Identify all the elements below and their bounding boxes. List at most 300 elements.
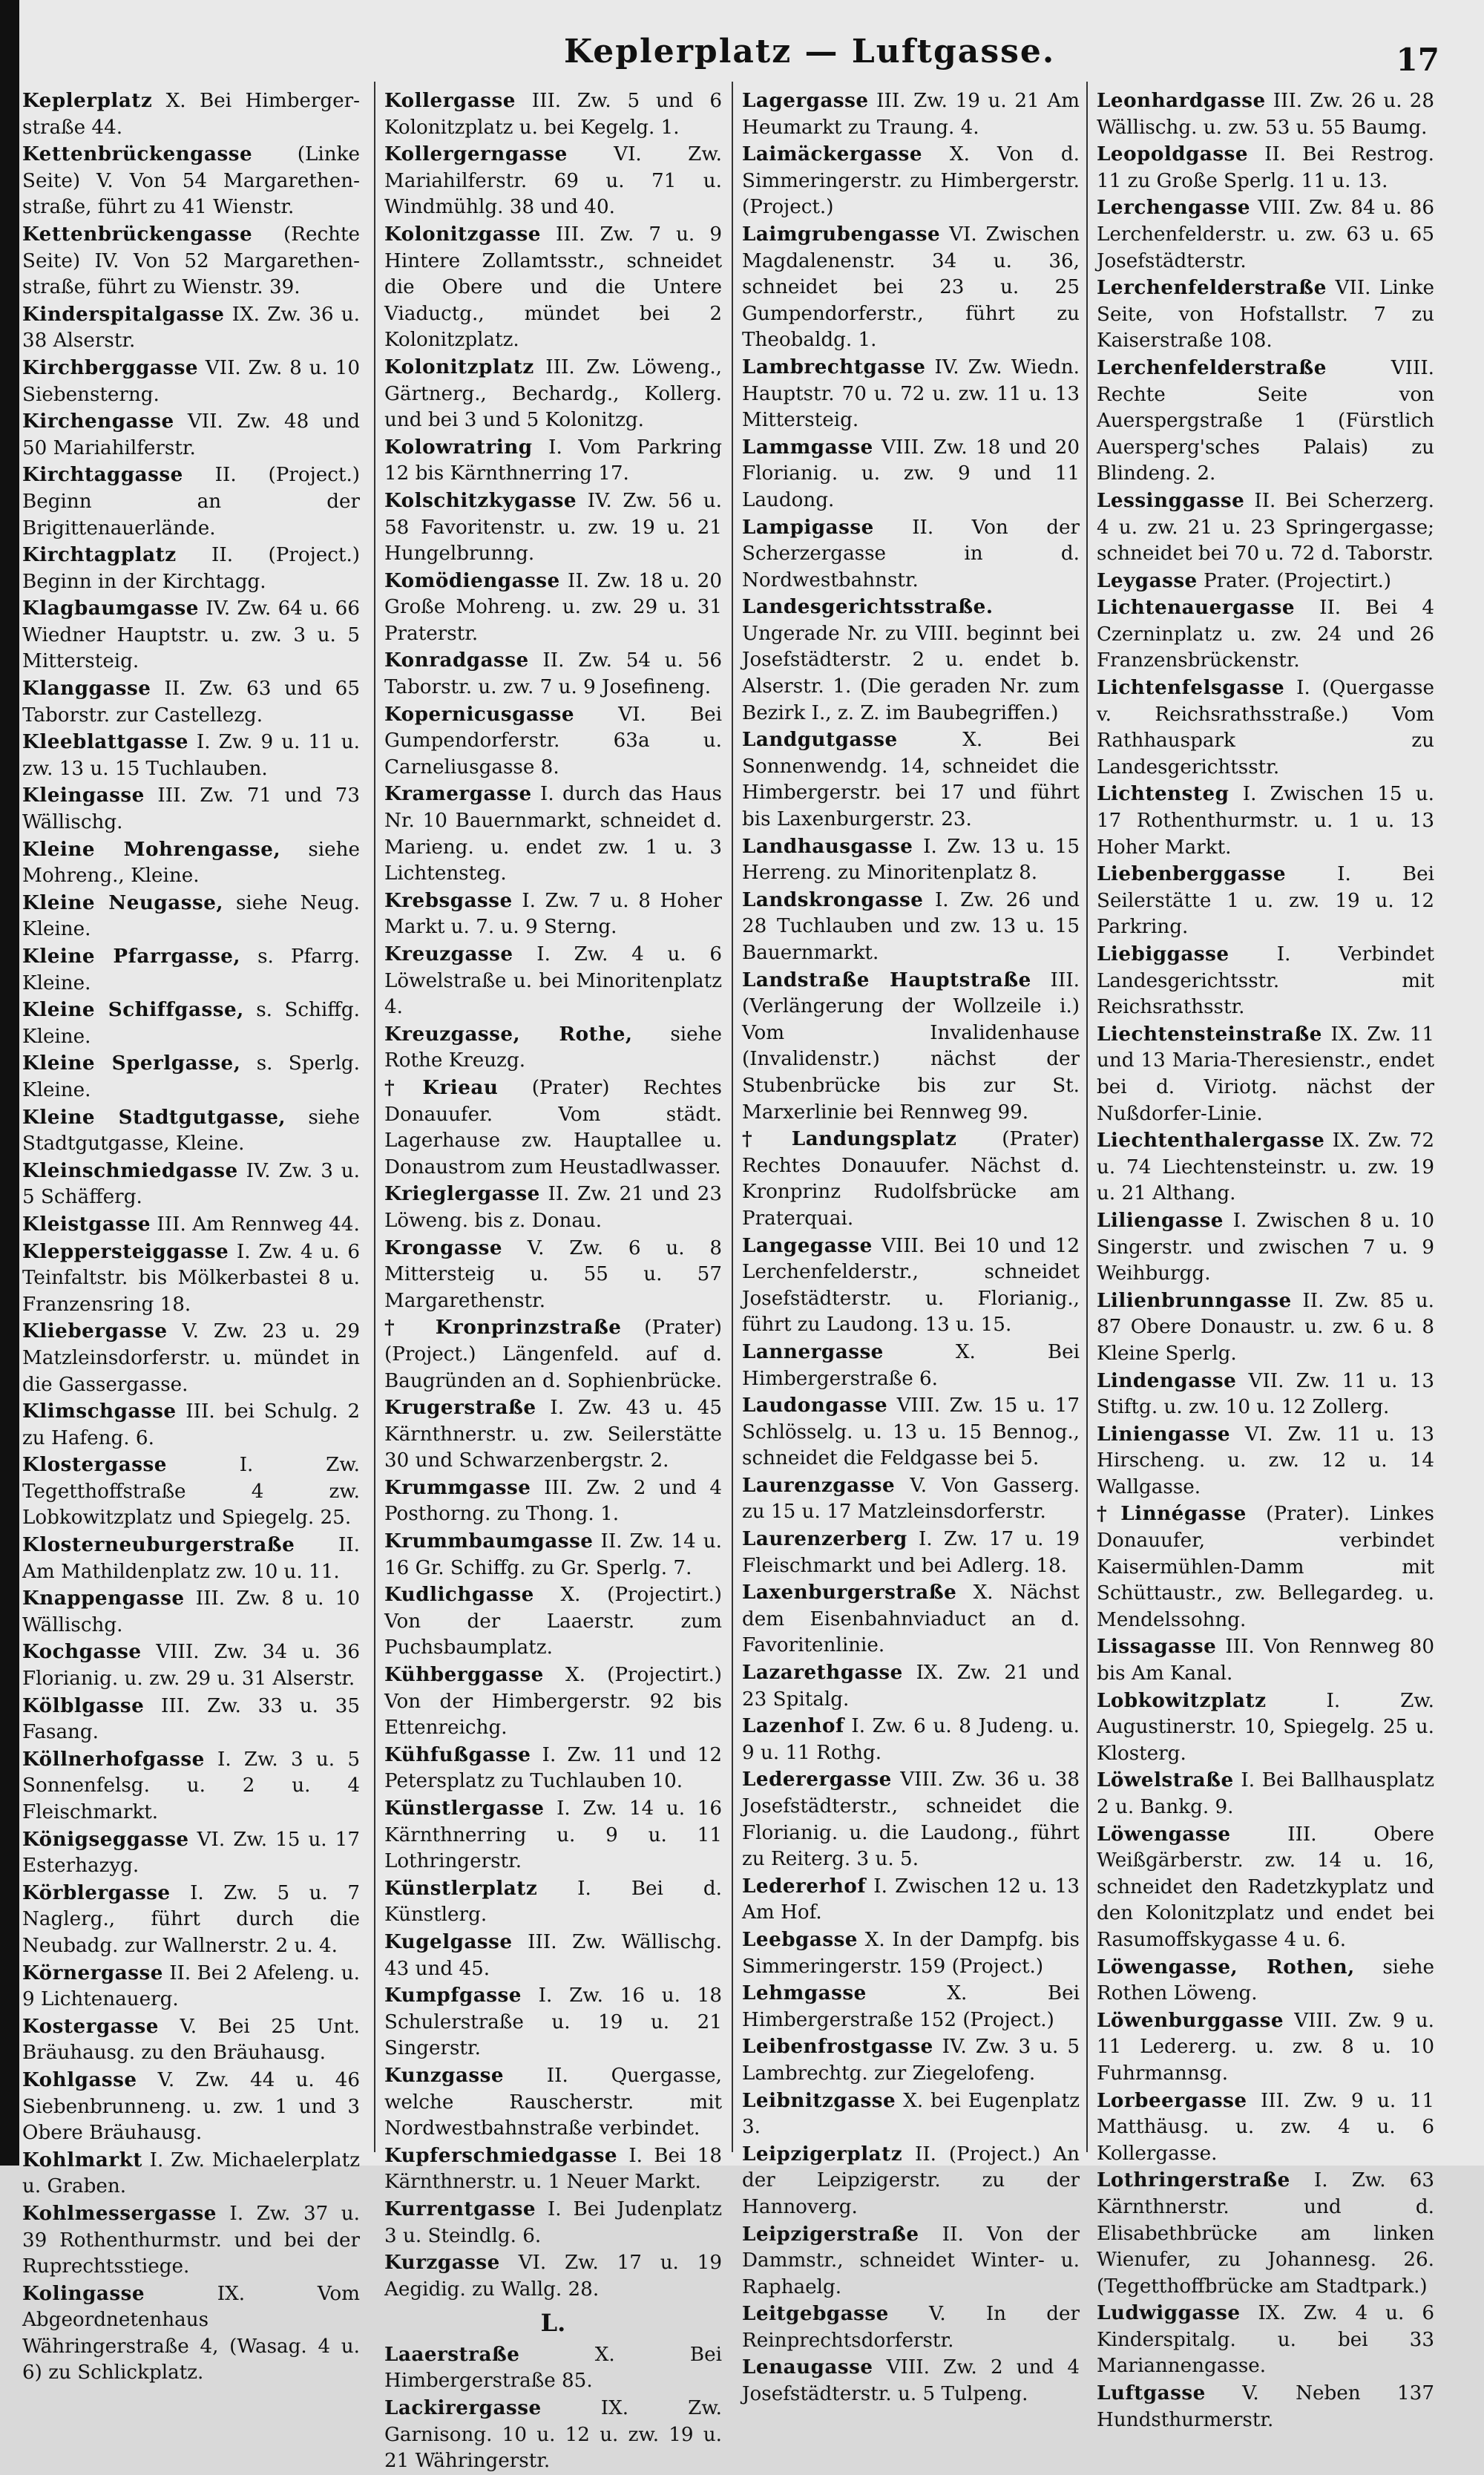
- street-entry: [742, 1713, 1080, 1766]
- street-entry: [22, 2067, 360, 2147]
- street-name: Landesgerichtsstraße.: [742, 595, 994, 619]
- street-name: Langegasse: [742, 1233, 873, 1257]
- street-entry: [22, 1239, 360, 1319]
- street-description: I. Zw. 7 u. 8 Hoher Markt u. 7. u. 9 Sterng.: [384, 889, 722, 939]
- street-description: III. bei Schulg. 2 zu Hafeng. 6.: [22, 1400, 360, 1449]
- street-name: Lazenhof: [742, 1714, 844, 1738]
- street-entry: [1097, 1207, 1434, 1288]
- street-name: Liebiggasse: [1097, 943, 1229, 966]
- street-description: VIII. Zw. 2 und 4 Josefstädterstr. u. 5 Tulpeng.: [742, 2356, 1080, 2406]
- street-name: † Kronprinzstraße: [384, 1316, 622, 1340]
- street-entry: [742, 1339, 1080, 1392]
- street-description: I. Zw. 4 u. 6 Teinfaltstr. bis Mölkerbastei 8 u. Franzensring 18.: [22, 1240, 360, 1316]
- street-entry: [384, 2395, 722, 2475]
- street-name: Kudlichgasse: [384, 1583, 534, 1607]
- street-entry: [384, 1528, 722, 1581]
- street-name: Kumpfgasse: [384, 1984, 522, 2007]
- street-entry: [22, 1880, 360, 1960]
- street-name: Lenaugasse: [742, 2356, 873, 2379]
- street-name: †Landungsplatz: [742, 1127, 957, 1151]
- street-description: V. Zw. 23 u. 29 Matzleinsdorferstr. u. mündet in die Gassergasse.: [22, 1320, 360, 1396]
- street-name: Lambrechtgasse: [742, 355, 926, 378]
- street-name: Kugelgasse: [384, 1930, 513, 1953]
- street-description: II. (Project.) Beginn in der Kirchtagg.: [22, 544, 360, 593]
- street-description: I. durch das Haus Nr. 10 Bauernmarkt, schneidet d. Marieng. u. endet zw. 1 u. 3 Lichtensteg.: [384, 783, 722, 885]
- street-description: II. (Project.) Beginn an der Brigittenauerlände.: [22, 464, 360, 540]
- street-name: Landgutgasse: [742, 728, 898, 752]
- street-name: Leopoldgasse: [1097, 142, 1249, 166]
- book-spine-edge: [0, 0, 19, 2166]
- street-entry: [22, 2281, 360, 2387]
- street-entry: [1097, 568, 1434, 595]
- street-name: Kolingasse: [22, 2281, 145, 2305]
- street-name: Kleine Pfarrgasse,: [22, 945, 240, 968]
- section-letter-heading: L.: [540, 2309, 566, 2338]
- street-name: Kleistgasse: [22, 1212, 151, 1236]
- street-entry: [22, 2013, 360, 2067]
- street-name: Kolowratring: [384, 435, 533, 459]
- street-description: X. Bei Himbergerstraße 85.: [384, 2343, 722, 2393]
- street-description: (Prater) Rechtes Donauufer. Vom städt. Lagerhause zw. Hauptallee u. Donaustrom zum Heustadlwasser.: [384, 1076, 722, 1179]
- street-entry: [742, 1980, 1080, 2033]
- street-entry: [1097, 1767, 1434, 1820]
- street-name: Lehmgasse: [742, 1981, 867, 2005]
- street-name: Laimgrubengasse: [742, 222, 941, 246]
- street-entry: [384, 434, 722, 488]
- street-description: V. In der Reinprechtsdorferstr.: [742, 2303, 1080, 2352]
- street-entry: [22, 729, 360, 782]
- street-entry: [22, 1050, 360, 1104]
- street-name: Kolonitzgasse: [384, 222, 541, 246]
- street-description: I. Vom Parkring 12 bis Kärnthnerring 17.: [384, 436, 722, 485]
- street-description: II. (Project.) An der Leipzigerstr. zu der Hannoverg.: [742, 2143, 1080, 2218]
- street-entry: [1097, 941, 1434, 1021]
- street-entry: [742, 594, 1080, 727]
- street-name: Lederergasse: [742, 1768, 892, 1791]
- street-entry: [1097, 2088, 1434, 2168]
- street-name: Laudongasse: [742, 1394, 888, 1417]
- street-name: Kurzgasse: [384, 2251, 500, 2275]
- street-description: III. Zw. 71 und 73 Wällischg.: [22, 784, 360, 834]
- street-name: Klagbaumgasse: [22, 597, 199, 620]
- street-description: (Rechte Seite) IV. Von 52 Margarethen-straße, führt zu Wienstr. 39.: [22, 223, 360, 299]
- street-entry: [22, 221, 360, 301]
- street-name: Kreuzgasse: [384, 943, 513, 966]
- street-description: IX. Zw. 72 u. 74 Liechtensteinstr. u. zw. 19 u. 21 Althang.: [1097, 1130, 1434, 1205]
- street-name: Landskrongasse: [742, 888, 924, 911]
- street-description: III. Zw. Löweng., Gärtnerg., Bechardg., Kollerg. und bei 3 und 5 Kolonitzg.: [384, 355, 722, 432]
- street-name: Lichtenauergasse: [1097, 596, 1296, 620]
- street-description: IV. Zw. 3 u. 5 Schäfferg.: [22, 1159, 360, 1209]
- street-description: II. Von der Scherzergasse in d. Nordwestbahnstr.: [742, 516, 1080, 591]
- street-entry: [22, 542, 360, 595]
- street-entry: [22, 1585, 360, 1639]
- street-entry: [22, 462, 360, 542]
- street-description: s. Pfarrg. Kleine.: [22, 945, 360, 994]
- street-description: IX. Zw. 4 u. 6 Kinderspitalg. u. bei 33 Mariannengasse.: [1097, 2302, 1434, 2378]
- street-description: IX. Zw. 36 u. 38 Alserstr.: [22, 303, 360, 353]
- street-description: VI. Zwischen Magdalenenstr. 34 u. 36, schneidet bei 23 u. 25 Gumpendorferstr., führt zu Theobaldg. 1.: [742, 223, 1080, 352]
- street-name: Leonhardgasse: [1097, 89, 1266, 112]
- street-entry: [22, 943, 360, 997]
- street-description: I. (Quergasse v. Reichsrathsstraße.) Vom Rathhauspark zu Landesgerichtsstr.: [1097, 677, 1434, 778]
- street-entry: [22, 1398, 360, 1452]
- street-entry: [22, 595, 360, 675]
- street-name: Körnergasse: [22, 1961, 163, 1984]
- street-description: (Prater) (Project.) Längenfeld. auf d. Baugründen an d. Sophienbrücke.: [384, 1317, 722, 1392]
- street-entry: [22, 1211, 360, 1239]
- street-description: III. Zw. 7 u. 9 Hintere Zollamtsstr., schneidet die Obere und die Untere Viaductg., mündet bei 2 Kolonitzplatz.: [384, 223, 722, 352]
- street-entry: [384, 141, 722, 221]
- street-entry: [742, 221, 1080, 354]
- street-description: V. Bei 25 Unt. Bräuhausg. zu den Bräuhausg.: [22, 2015, 360, 2065]
- street-entry: [1097, 861, 1434, 941]
- street-name: Leitgebgasse: [742, 2302, 889, 2326]
- street-name: Lagergasse: [742, 89, 869, 112]
- street-name: Krieglergasse: [384, 1182, 540, 1206]
- street-name: Lothringerstraße: [1097, 2169, 1290, 2192]
- street-description: I. Bei 18 Kärnthnerstr. u. 1 Neuer Markt.: [384, 2144, 722, 2194]
- street-description: I. Zwischen 12 u. 13 Am Hof.: [742, 1875, 1080, 1924]
- street-description: IX. Zw. 11 und 13 Maria-Theresienstr., endet bei d. Viriotg. nächst der Nußdorfer-Linie.: [1097, 1023, 1434, 1125]
- street-entry: [1097, 1821, 1434, 1954]
- street-entry: [384, 1742, 722, 1795]
- street-entry: [742, 2354, 1080, 2407]
- street-name: Klimschgasse: [22, 1400, 177, 1423]
- street-name: Lichtensteg: [1097, 782, 1229, 806]
- street-entry: [22, 2147, 360, 2200]
- street-description: III. Zw. 9 u. 11 Matthäusg. u. zw. 4 u. 6 Kollergasse.: [1097, 2089, 1434, 2165]
- street-entry: [384, 2062, 722, 2143]
- street-description: I. Zwischen 8 u. 10 Singerstr. und zwischen 7 u. 9 Weihburgg.: [1097, 1209, 1434, 1285]
- street-description: X. (Projectirt.) Von der Laaerstr. zum Puchsbaumplatz.: [384, 1584, 722, 1659]
- street-description: VI. Bei Gumpendorferstr. 63a u. Carneliusgasse 8.: [384, 703, 722, 778]
- street-name: Lannergasse: [742, 1340, 884, 1363]
- street-entry: [384, 1021, 722, 1075]
- street-description: VIII. Zw. 34 u. 36 Florianig. u. zw. 29 u. 31 Alserstr.: [22, 1641, 360, 1691]
- street-name: Kettenbrückengasse: [22, 142, 253, 166]
- street-name: Königseggasse: [22, 1827, 189, 1851]
- street-entry: [742, 514, 1080, 594]
- street-name: Lorbeergasse: [1097, 2088, 1247, 2112]
- street-entry: [22, 1452, 360, 1532]
- street-description: VI. Zw. 17 u. 19 Aegidig. zu Wallg. 28.: [384, 2252, 722, 2301]
- street-entry: [22, 1318, 360, 1398]
- street-name: Köllnerhofgasse: [22, 1747, 205, 1771]
- street-description: I. Zw. 9 u. 11 u. zw. 13 u. 15 Tuchlauben.: [22, 731, 360, 780]
- column-rule: [1086, 82, 1088, 2152]
- street-entry: [1097, 1954, 1434, 2007]
- street-description: I. Zw. 14 u. 16 Kärnthnerring u. 9 u. 11 Lothringerstr.: [384, 1797, 722, 1873]
- street-entry: [22, 1158, 360, 1211]
- street-description: III. Zw. 33 u. 35 Fasang.: [22, 1694, 360, 1744]
- street-description: III. (Verlängerung der Wollzeile i.) Vom Invalidenhause (Invalidenstr.) nächst der Stubenbrücke bis zur St. Marxerlinie bei Rennweg 99.: [742, 968, 1080, 1124]
- street-name: Leibnitzgasse: [742, 2088, 896, 2112]
- street-description: VIII. Zw. 84 u. 86 Lerchenfelderstr. u. zw. 63 u. 65 Josefstädterstr.: [1097, 197, 1434, 272]
- street-description: I. Zw. 3 u. 5 Sonnenfelsg. u. 2 u. 4 Fleischmarkt.: [22, 1748, 360, 1823]
- street-name: Klanggasse: [22, 677, 151, 701]
- street-entry: [1097, 594, 1434, 675]
- street-description: (Prater). Linkes Donauufer, verbindet Kaisermühlen-Damm mit Schüttaustr., zw. Bellegardeg. u. Mendelssohng.: [1097, 1503, 1434, 1631]
- street-entry: [742, 1659, 1080, 1713]
- street-description: I. Zw. 13 u. 15 Herreng. zu Minoritenplatz 8.: [742, 835, 1080, 885]
- street-entry: [1097, 275, 1434, 355]
- street-description: I. Zw. 11 und 12 Petersplatz zu Tuchlauben 10.: [384, 1743, 722, 1793]
- street-name: Krummbaumgasse: [384, 1530, 594, 1553]
- street-entry: [384, 1795, 722, 1875]
- street-entry: [742, 1472, 1080, 1526]
- street-entry: [22, 890, 360, 943]
- street-name: Lammgasse: [742, 435, 873, 459]
- street-entry: [1097, 1368, 1434, 1421]
- street-entry: [742, 1126, 1080, 1232]
- street-name: Kunzgasse: [384, 2063, 505, 2087]
- street-description: I. Bei Seilerstätte 1 u. zw. 19 u. 12 Parkring.: [1097, 863, 1434, 939]
- street-entry: [384, 354, 722, 434]
- street-description: VIII. Rechte Seite von Auerspergstraße 1 (Fürstlich Auersperg'sches Palais) zu Blindeng. 2.: [1097, 356, 1434, 485]
- street-description: Prater. (Projectirt.): [1197, 569, 1391, 592]
- street-entry: [384, 1394, 722, 1475]
- street-description: VI. Zw. 15 u. 17 Esterhazyg.: [22, 1828, 360, 1878]
- street-description: IX. Vom Abgeordnetenhaus Währingerstraße 4, (Wasag. 4 u. 6) zu Schlickplatz.: [22, 2282, 360, 2384]
- street-entry: [742, 967, 1080, 1127]
- street-description: I. Bei d. Künstlerg.: [384, 1877, 722, 1927]
- street-description: II. Bei 4 Czerninplatz u. zw. 24 und 26 Franzensbrückenstr.: [1097, 597, 1434, 672]
- street-name: Kleingasse: [22, 784, 145, 807]
- street-entry: [384, 1875, 722, 1929]
- street-description: III. Zw. 26 u. 28 Wällischg. u. zw. 53 u. 55 Baumg.: [1097, 90, 1434, 139]
- street-name: Kirchtagplatz: [22, 543, 177, 567]
- street-name: †Krieau: [384, 1075, 499, 1099]
- street-entry: [384, 1314, 722, 1394]
- street-name: Laurenzerberg: [742, 1527, 907, 1551]
- street-description: II. Zw. 18 u. 20 Große Mohreng. u. zw. 29 u. 31 Praterstr.: [384, 569, 722, 645]
- street-description: II. Bei Scherzerg. 4 u. zw. 21 u. 23 Springergasse; schneidet bei 70 u. 72 d. Taborstr.: [1097, 489, 1434, 566]
- street-entry: [1097, 2300, 1434, 2380]
- street-entry: [22, 782, 360, 836]
- page-number: 17: [1396, 42, 1439, 78]
- street-name: Lissagasse: [1097, 1635, 1217, 1659]
- street-name: Luftgasse: [1097, 2381, 1206, 2405]
- street-name: Laimäckergasse: [742, 142, 922, 166]
- street-description: III. Zw. 5 und 6 Kolonitzplatz u. bei Kegelg. 1.: [384, 90, 722, 139]
- street-name: Kreuzgasse, Rothe,: [384, 1022, 633, 1046]
- street-entry: [384, 88, 722, 141]
- street-name: Liebenberggasse: [1097, 862, 1287, 886]
- street-entry: [742, 1927, 1080, 1980]
- street-description: II. Zw. 85 u. 87 Obere Donaustr. u. zw. 6 u. 8 Kleine Sperlg.: [1097, 1289, 1434, 1365]
- street-description: I. Zw. 16 u. 18 Schulerstraße u. 19 u. 21 Singerstr.: [384, 1984, 722, 2060]
- street-description: VIII. Bei 10 und 12 Lerchenfelderstr., schneidet Josefstädterstr. u. Florianig., führt zu Laudong. 13 u. 15.: [742, 1234, 1080, 1337]
- street-description: V. Von Gasserg. zu 15 u. 17 Matzleinsdorferstr.: [742, 1474, 1080, 1524]
- street-description: V. Neben 137 Hundsthurmerstr.: [1097, 2382, 1434, 2431]
- street-description: siehe Stadtgutgasse, Kleine.: [22, 1106, 361, 1155]
- street-entry: [742, 1579, 1080, 1659]
- street-entry: [1097, 1501, 1434, 1633]
- street-entry: [1097, 88, 1434, 141]
- street-entry: [22, 836, 360, 890]
- street-description: I. Bei Ballhausplatz 2 u. Bankg. 9.: [1097, 1769, 1434, 1818]
- street-entry: [384, 647, 722, 701]
- street-description: V. Zw. 6 u. 8 Mittersteig u. 55 u. 57 Margarethenstr.: [384, 1236, 722, 1312]
- street-entry: [742, 2033, 1080, 2087]
- street-entry: [384, 488, 722, 568]
- street-entry: [742, 141, 1080, 221]
- street-name: Laaerstraße: [384, 2342, 520, 2366]
- street-name: Lerchenfelderstraße: [1097, 355, 1327, 379]
- street-name: Leipzigerstraße: [742, 2222, 919, 2246]
- street-entry: [22, 2200, 360, 2281]
- street-entry: [742, 88, 1080, 141]
- street-description: siehe Neug. Kleine.: [22, 891, 360, 941]
- street-description: IX. Zw. 21 und 23 Spitalg.: [742, 1662, 1080, 1711]
- column-1: [22, 88, 361, 2384]
- street-entry: [22, 1693, 360, 1746]
- street-name: Knappengasse: [22, 1587, 185, 1610]
- street-name: Kleinschmiedgasse: [22, 1158, 238, 1182]
- street-name: Kopernicusgasse: [384, 702, 575, 726]
- street-description: III. Zw. 2 und 4 Posthorng. zu Thong. 1.: [384, 1476, 722, 1526]
- street-description: X. Bei Himbergerstraße 152 (Project.): [742, 1982, 1080, 2031]
- street-description: IV. Zw. 3 u. 5 Lambrechtg. zur Ziegelofeng.: [742, 2036, 1080, 2085]
- street-name: Kettenbrückengasse: [22, 222, 253, 246]
- street-name: Kohlgasse: [22, 2068, 137, 2091]
- street-description: VI. Zw. 11 u. 13 Hirscheng. u. zw. 12 u. 14 Wallgasse.: [1097, 1423, 1434, 1498]
- street-name: Lampigasse: [742, 515, 874, 539]
- street-description: VIII. Zw. 36 u. 38 Josefstädterstr., schneidet die Florianig. u. die Laudong., führt zu Reiterg. 3 u. 5.: [742, 1768, 1080, 1871]
- street-name: Leebgasse: [742, 1927, 858, 1951]
- street-entry: [384, 1929, 722, 1982]
- street-name: Liniengasse: [1097, 1422, 1230, 1446]
- street-description: III. Von Rennweg 80 bis Am Kanal.: [1097, 1636, 1434, 1685]
- street-description: I. Bei Judenplatz 3 u. Steindlg. 6.: [384, 2197, 722, 2247]
- street-entry: [384, 1982, 722, 2062]
- street-entry: [22, 1960, 360, 2013]
- street-name: Lessinggasse: [1097, 488, 1245, 512]
- street-description: III. Am Rennweg 44.: [151, 1213, 360, 1236]
- column-4: [1097, 88, 1434, 2431]
- street-entry: [384, 2249, 722, 2303]
- street-description: X. (Projectirt.) Von der Himbergerstr. 92 bis Ettenreichg.: [384, 1664, 722, 1740]
- street-entry: [22, 1639, 360, 1692]
- street-description: I. Zw. 17 u. 19 Fleischmarkt und bei Adlerg. 18.: [742, 1528, 1080, 1577]
- street-name: Kühfußgasse: [384, 1743, 531, 1766]
- street-entry: [1097, 1021, 1434, 1127]
- street-name: Liechtensteinstraße: [1097, 1022, 1322, 1046]
- street-description: II. Zw. 63 und 65 Taborstr. zur Castellezg.: [22, 678, 360, 727]
- street-entry: [384, 2143, 722, 2196]
- street-name: Klepperstеiggasse: [22, 1239, 229, 1263]
- street-description: X. Bei Himbergerstraße 6.: [742, 1340, 1080, 1390]
- street-description: siehe Rothen Löweng.: [1097, 1956, 1434, 2005]
- street-name: Kupferschmiedgasse: [384, 2143, 618, 2167]
- street-entry: [384, 888, 722, 941]
- street-name: Kirchtaggasse: [22, 463, 183, 487]
- street-entry: [1097, 1421, 1434, 1501]
- street-description: I. Zw. 6 u. 8 Judeng. u. 9 u. 11 Rothg.: [742, 1715, 1080, 1764]
- street-entry: [1097, 1633, 1434, 1687]
- street-name: Landstraße Hauptstraße: [742, 968, 1031, 991]
- street-entry: [1097, 2007, 1434, 2088]
- street-description: II. Bei Restrog. 11 zu Große Sperlg. 11 u. 13.: [1097, 143, 1434, 192]
- street-name: Kohlmessergasse: [22, 2201, 217, 2225]
- street-name: Krebsgasse: [384, 888, 513, 912]
- page-header-title: Keplerplatz — Luftgasse.: [564, 33, 1056, 71]
- street-entry: [742, 434, 1080, 514]
- street-description: I. Zw. 63 Kärnthnerstr. und d. Elisabethbrücke am linken Wienufer, zu Johannesg. 26. (Tegetthoffbrücke am Stadtpark.): [1097, 2169, 1434, 2298]
- street-entry: [742, 1392, 1080, 1472]
- street-name: Klosterneuburgerstraße: [22, 1533, 295, 1557]
- street-entry: [1097, 1688, 1434, 1768]
- street-entry: [1097, 781, 1434, 861]
- street-name: Kostergasse: [22, 2014, 159, 2038]
- street-description: VII. Zw. 8 u. 10 Siebensterng.: [22, 356, 360, 406]
- street-entry: [742, 2141, 1080, 2221]
- street-description: II. Zw. 21 und 23 Löweng. bis z. Donau.: [384, 1183, 722, 1232]
- street-entry: [384, 941, 722, 1021]
- street-description: VII. Linke Seite, von Hofstallstr. 7 zu Kaiserstraße 108.: [1097, 277, 1434, 353]
- street-name: Krugerstraße: [384, 1396, 536, 1420]
- street-description: II. Am Mathildenplatz zw. 10 u. 11.: [22, 1534, 360, 1583]
- street-name: Konradgasse: [384, 649, 529, 672]
- street-entry: [384, 1581, 722, 1662]
- street-entry: [1097, 355, 1434, 488]
- street-name: †Linnégasse: [1097, 1502, 1247, 1526]
- street-entry: [384, 1181, 722, 1234]
- street-entry: [22, 408, 360, 462]
- street-entry: [384, 1075, 722, 1181]
- street-description: II. Quergasse, welche Rauscherstr. mit Nordwestbahnstraße verbindet.: [384, 2064, 722, 2140]
- street-description: II. Bei 2 Afeleng. u. 9 Lichtenauerg.: [22, 1961, 360, 2011]
- street-description: I. Zw. Augustinerstr. 10, Spiegelg. 25 u. Klosterg.: [1097, 1689, 1434, 1765]
- street-description: IV. Zw. Wiedn. Hauptstr. 70 u. 72 u. zw. 11 u. 13 Mittersteig.: [742, 355, 1080, 432]
- street-description: s. Sperlg. Kleine.: [22, 1052, 360, 1101]
- street-description: Ungerade Nr. zu VIII. beginnt bei Josefstädterstr. 2 u. endet b. Alserstr. 1. (Die geraden Nr. zum Bezirk I., z. Z. im Baubegriffen.): [742, 622, 1080, 724]
- street-entry: [22, 1826, 360, 1880]
- street-name: Klostergasse: [22, 1453, 167, 1477]
- street-entry: [742, 887, 1080, 967]
- street-description: VII. Zw. 11 u. 13 Stiftg. u. zw. 10 u. 12 Zollerg.: [1097, 1369, 1434, 1419]
- street-name: Kurrentgasse: [384, 2197, 536, 2220]
- street-name: Kleine Neugasse,: [22, 891, 223, 914]
- street-entry: [742, 354, 1080, 434]
- street-description: II. Zw. 54 u. 56 Taborstr. u. zw. 7 u. 9 Josefineng.: [384, 649, 722, 699]
- street-name: Keplerplatz: [22, 89, 153, 112]
- street-name: Kleine Schiffgasse,: [22, 998, 244, 1022]
- street-description: (Linke Seite) V. Von 54 Margarethen-straße, führt zu 41 Wienstr.: [22, 143, 360, 219]
- street-description: (Prater) Rechtes Donauufer. Nächst d. Kronprinz Rudolfsbrücke am Praterquai.: [742, 1128, 1080, 1230]
- street-description: I. Zw. 5 u. 7 Naglerg., führt durch die Neubadg. zur Wallnerstr. 2 u. 4.: [22, 1881, 360, 1957]
- street-description: s. Schiffg. Kleine.: [22, 999, 360, 1048]
- street-entry: [22, 355, 360, 408]
- street-entry: [384, 781, 722, 887]
- street-name: Lichtenfelsgasse: [1097, 676, 1285, 700]
- street-entry: [22, 141, 360, 221]
- street-description: I. Zwischen 15 u. 17 Rothenthurmstr. u. 1 u. 13 Hoher Markt.: [1097, 783, 1434, 859]
- street-name: Kirchberggasse: [22, 355, 198, 379]
- street-description: II. Von der Dammstr., schneidet Winter- u. Raphaelg.: [742, 2223, 1080, 2298]
- street-description: I. Zw. Michaelerplatz u. Graben.: [22, 2148, 360, 2198]
- street-name: Kleine Sperlgasse,: [22, 1052, 241, 1075]
- street-entry: [384, 568, 722, 648]
- street-entry: [1097, 1127, 1434, 1207]
- street-name: Laxenburgerstraße: [742, 1581, 957, 1604]
- street-description: X. Bei Sonnenwendg. 14, schneidet die Himbergerstr. bei 17 und führt bis Laxenburgerstr. 23.: [742, 729, 1080, 831]
- street-description: I. Zw. 43 u. 45 Kärnthnerstr. u. zw. Seilerstätte 30 und Schwarzenbergstr. 2.: [384, 1397, 722, 1472]
- street-name: Kleine Mohrengasse,: [22, 837, 281, 861]
- street-entry: [22, 997, 360, 1050]
- street-entry: [742, 2088, 1080, 2141]
